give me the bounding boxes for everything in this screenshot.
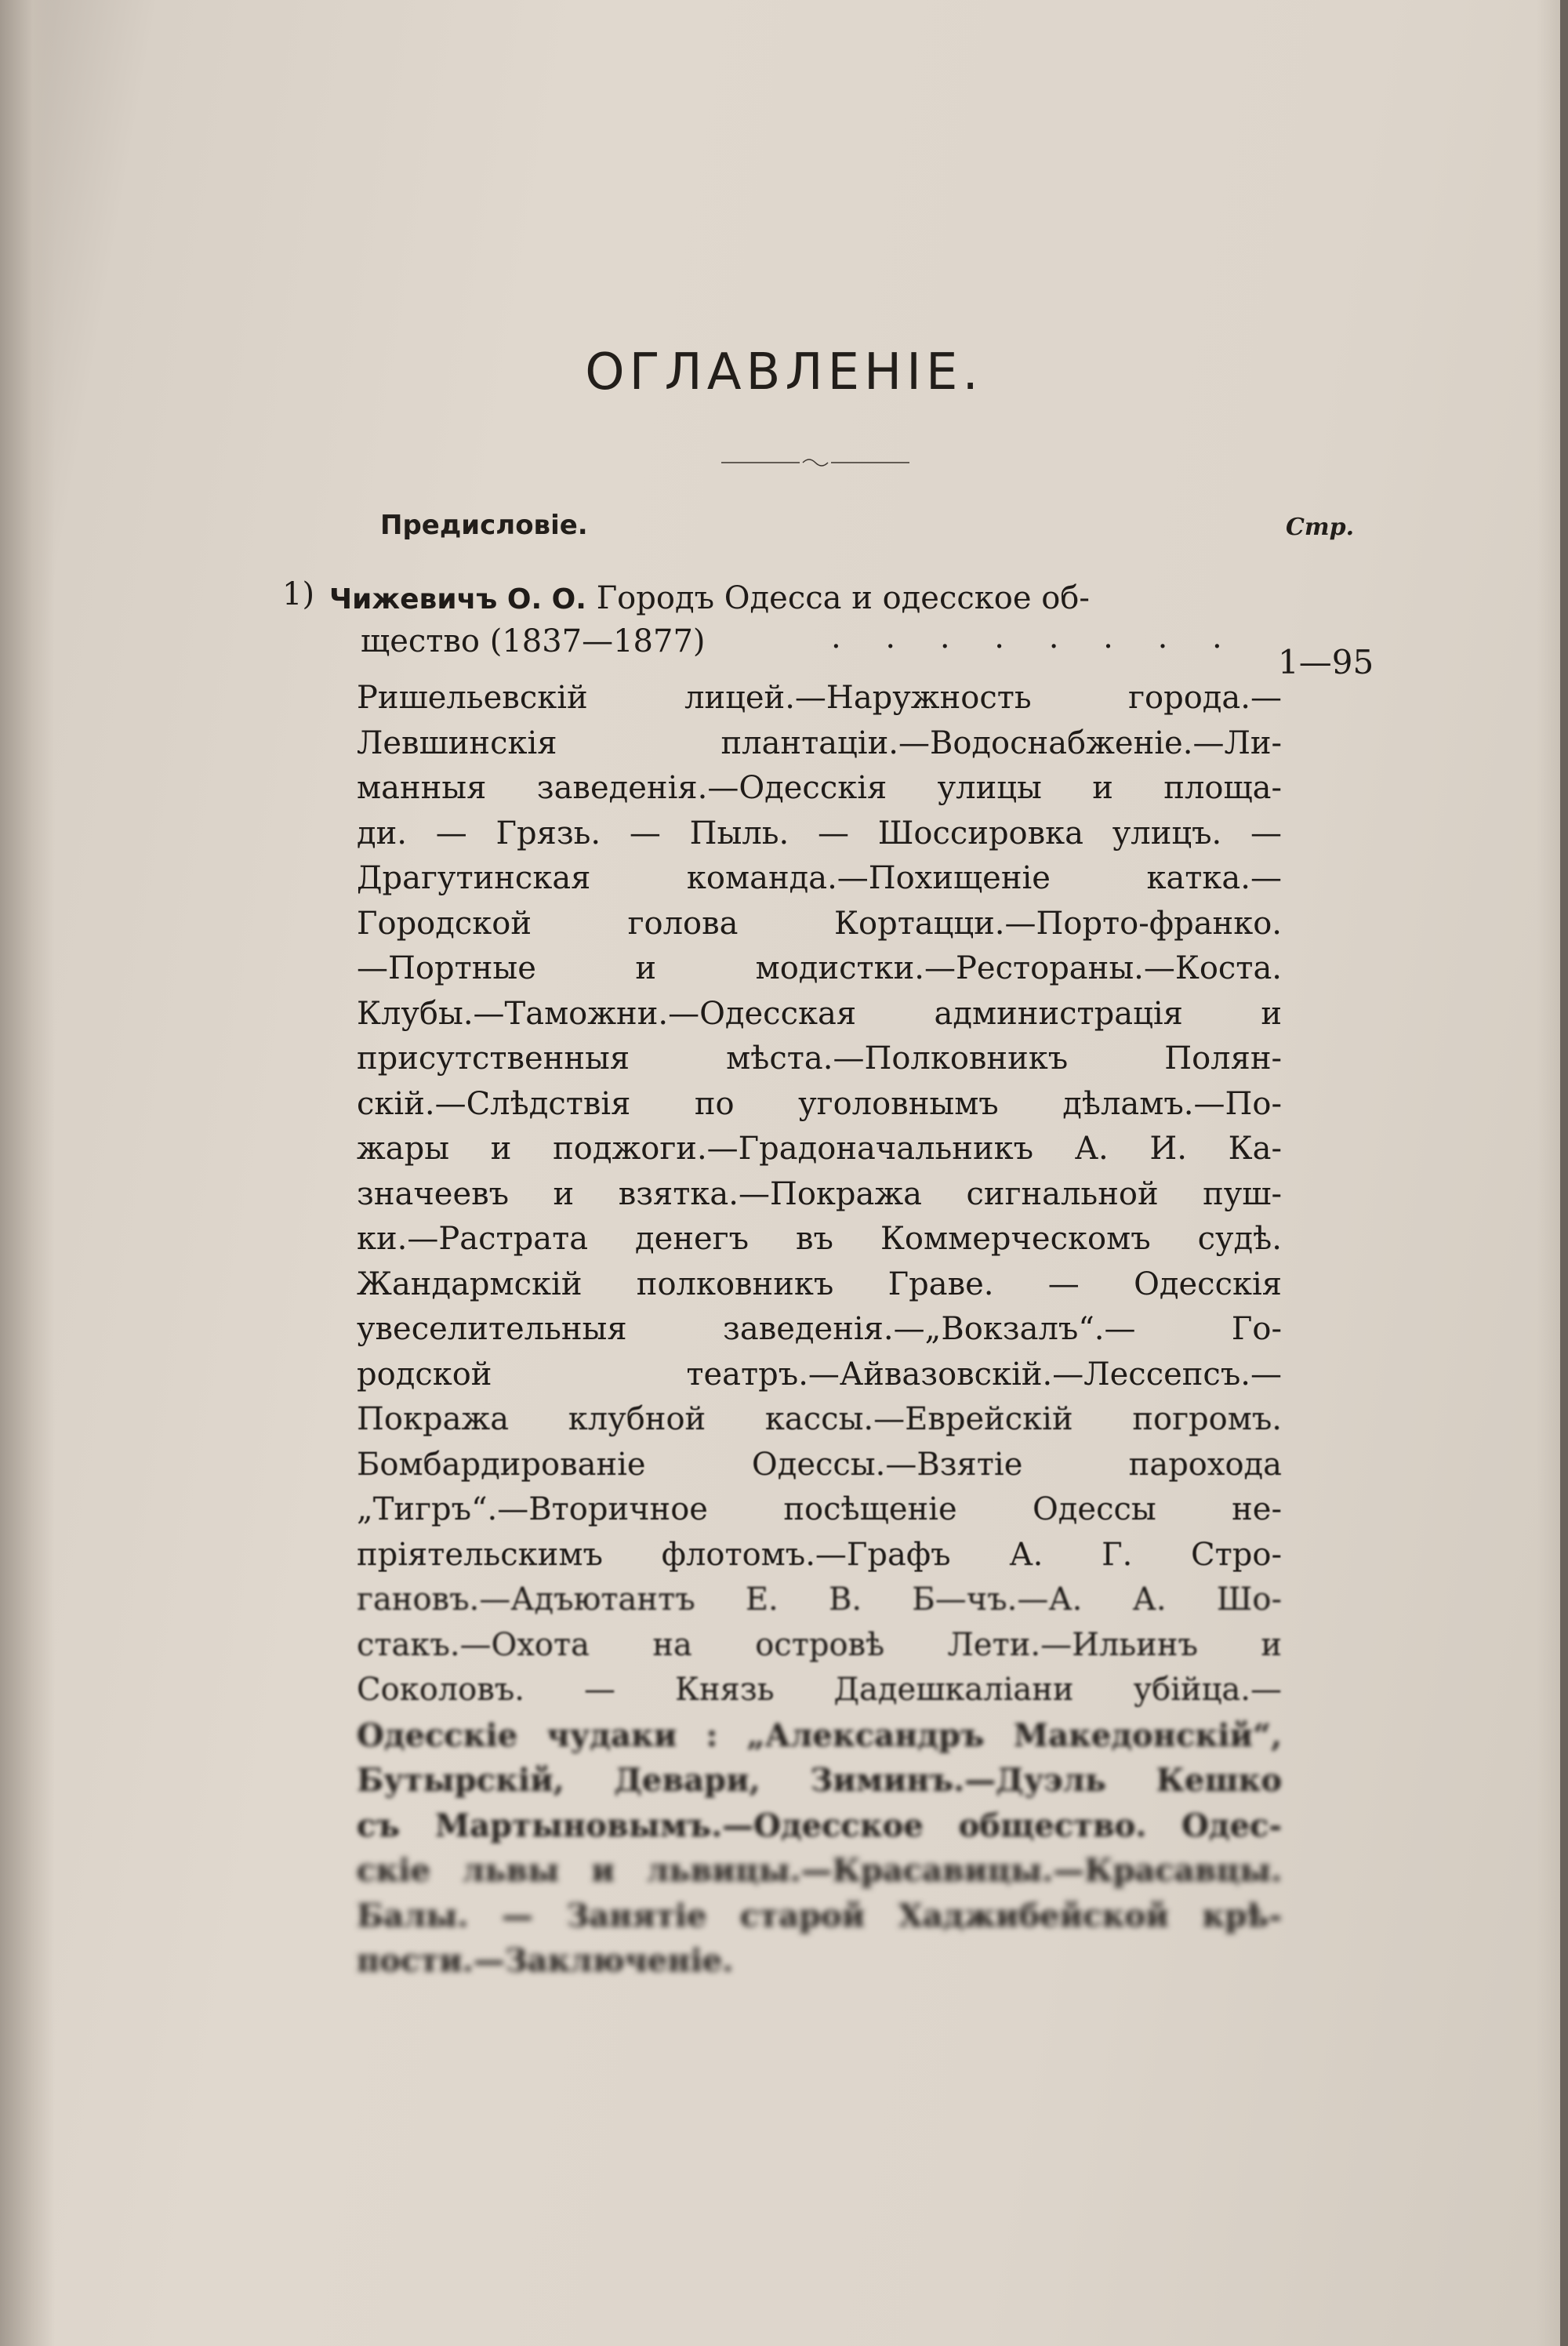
contents-line: пріятельскимъ флотомъ.—Графъ А. Г. Стро- bbox=[357, 1536, 1282, 1573]
contents-line: Бутырскій, Девари, Зиминъ.—Дуэль Кешко bbox=[357, 1762, 1282, 1799]
contents-line: Соколовъ. — Князь Дадешкаліани убійца.— bbox=[357, 1672, 1282, 1708]
contents-line: скіе львы и львицы.—Красавицы.—Красавцы. bbox=[357, 1852, 1282, 1889]
contents-line: увеселительныя заведенія.—„Вокзалъ“.— Го- bbox=[357, 1311, 1282, 1347]
entry-heading bbox=[329, 576, 1270, 622]
contents-line: Левшинскія плантаціи.—Водоснабженіе.—Ли- bbox=[357, 724, 1282, 761]
contents-line: ди. — Грязь. — Пыль. — Шоссировка улицъ. — bbox=[357, 815, 1282, 852]
entry-leaders: . . . . . . . . bbox=[831, 619, 1240, 656]
entry-contents bbox=[357, 676, 1282, 1984]
entry-number: 1) bbox=[282, 576, 315, 612]
entry-title-part1: Городъ Одесса и одесское об- bbox=[596, 580, 1090, 616]
page-title: ОГЛАВЛЕНІЕ. bbox=[585, 343, 983, 401]
contents-line: Балы. — Занятіе старой Хаджибейской крѣ- bbox=[357, 1897, 1282, 1934]
contents-line: „Тигръ“.—Вторичное посѣщеніе Одессы не- bbox=[357, 1491, 1282, 1527]
contents-line: Драгутинская команда.—Похищеніе катка.— bbox=[357, 860, 1282, 896]
contents-line: Ришельевскій лицей.—Наружность города.— bbox=[357, 680, 1282, 716]
entry-title-part2: щество (1837—1877) bbox=[361, 623, 706, 659]
contents-line: Городской голова Кортацци.—Порто-франко. bbox=[357, 905, 1282, 942]
contents-line: гановъ.—Адъютантъ Е. В. Б—чъ.—А. А. Шо- bbox=[357, 1582, 1282, 1618]
contents-line: съ Мартыновымъ.—Одесское общество. Одес- bbox=[357, 1807, 1282, 1844]
contents-line: стакъ.—Охота на островѣ Лети.—Ильинъ и bbox=[357, 1626, 1282, 1663]
contents-line: родской театръ.—Айвазовскій.—Лессепсъ.— bbox=[357, 1356, 1282, 1393]
contents-line: значеевъ и взятка.—Покража сигнальной пуш- bbox=[357, 1175, 1282, 1212]
contents-line: ки.—Растрата денегъ въ Коммерческомъ судѣ. bbox=[357, 1221, 1282, 1257]
entry-pages: 1—95 bbox=[1278, 643, 1374, 681]
contents-line: Клубы.—Таможни.—Одесская администрація и bbox=[357, 995, 1282, 1032]
contents-line: скій.—Слѣдствія по уголовнымъ дѣламъ.—По- bbox=[357, 1085, 1282, 1122]
contents-line: Одесскіе чудаки : „Александръ Македонскій“, bbox=[357, 1716, 1282, 1754]
preface-heading: Предисловіе. bbox=[380, 510, 588, 541]
contents-line: Жандармскій полковникъ Граве. — Одесскія bbox=[357, 1266, 1282, 1302]
contents-line: присутственныя мѣста.—Полковникъ Полян- bbox=[357, 1040, 1282, 1077]
page-column-label: Стр. bbox=[1286, 514, 1355, 541]
contents-line: Бомбардированіе Одессы.—Взятіе парохода bbox=[357, 1446, 1282, 1483]
contents-line: —Портные и модистки.—Рестораны.—Коста. bbox=[357, 950, 1282, 986]
contents-line: Покража клубной кассы.—Еврейскій погромъ. bbox=[357, 1401, 1282, 1437]
contents-line: манныя заведенія.—Одесскія улицы и площа- bbox=[357, 770, 1282, 806]
entry-author: Чижевичъ О. О. bbox=[329, 583, 586, 616]
contents-line: жары и поджоги.—Градоначальникъ А. И. Ка- bbox=[357, 1131, 1282, 1167]
contents-line: пости.—Заключеніе. bbox=[357, 1942, 734, 1979]
ornament-divider-icon bbox=[721, 455, 909, 470]
